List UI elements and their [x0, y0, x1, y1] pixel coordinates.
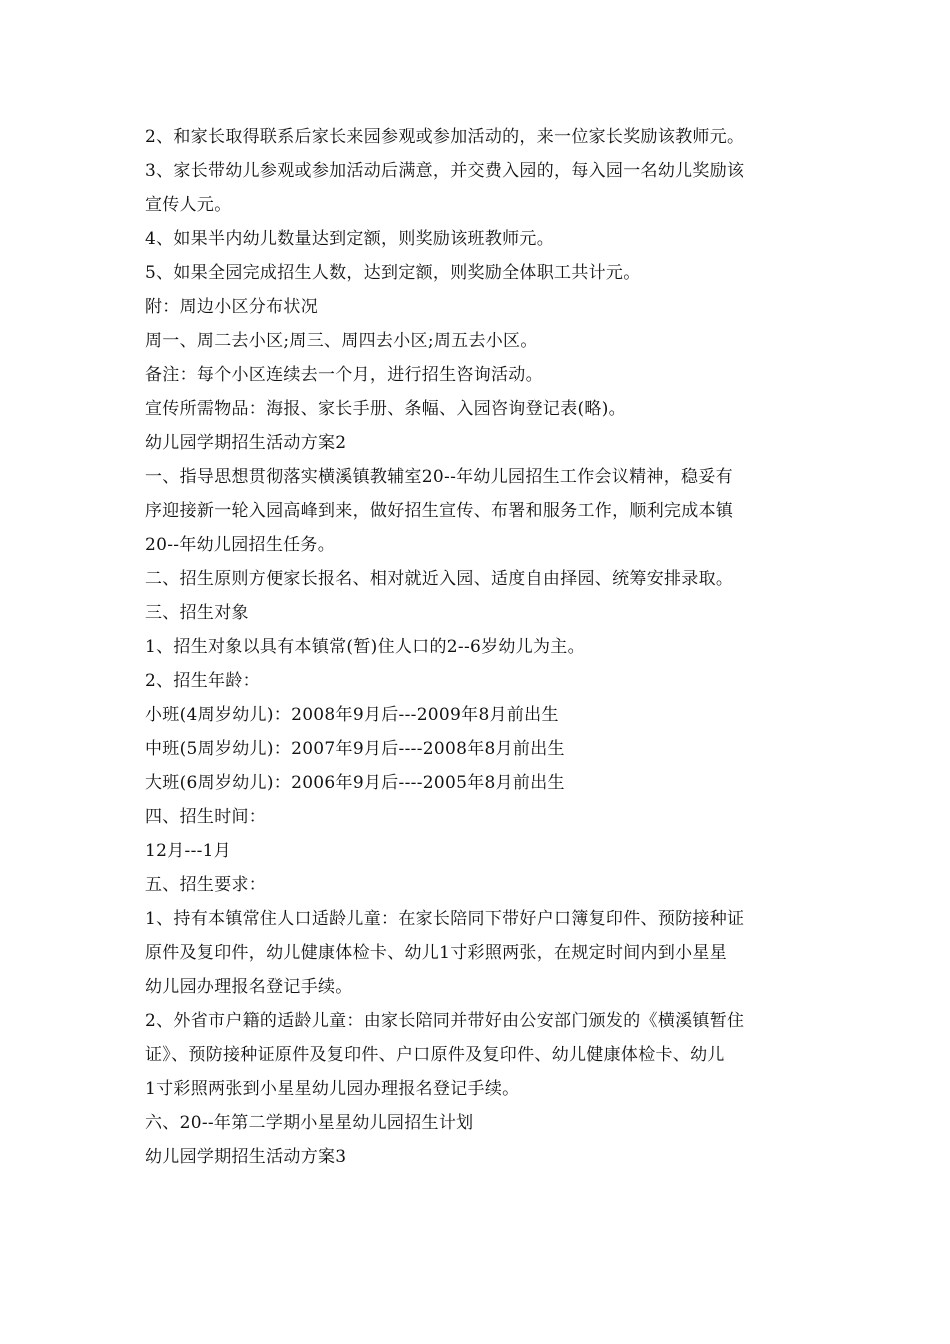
text-line: 六、20--年第二学期小星星幼儿园招生计划: [145, 1113, 474, 1133]
text-line: 序迎接新一轮入园高峰到来，做好招生宣传、布署和服务工作，顺利完成本镇: [145, 501, 734, 521]
text-line: 宣传所需物品：海报、家长手册、条幅、入园咨询登记表(略)。: [145, 399, 626, 419]
text-line: 幼儿园办理报名登记手续。: [145, 977, 353, 997]
text-line: 附：周边小区分布状况: [145, 297, 318, 317]
text-line: 3、家长带幼儿参观或参加活动后满意，并交费入园的，每入园一名幼儿奖励该: [145, 161, 745, 181]
text-line: 2、和家长取得联系后家长来园参观或参加活动的，来一位家长奖励该教师元。: [145, 127, 745, 147]
text-line: 1、招生对象以具有本镇常(暂)住人口的2--6岁幼儿为主。: [145, 637, 585, 657]
text-line: 证》、预防接种证原件及复印件、户口原件及复印件、幼儿健康体检卡、幼儿: [145, 1045, 725, 1065]
text-line: 1寸彩照两张到小星星幼儿园办理报名登记手续。: [145, 1079, 520, 1099]
text-line: 四、招生时间：: [145, 807, 267, 827]
text-line: 备注：每个小区连续去一个月，进行招生咨询活动。: [145, 365, 543, 385]
text-line: 2、招生年龄：: [145, 671, 260, 691]
text-line: 小班(4周岁幼儿)：2008年9月后---2009年8月前出生: [145, 705, 559, 725]
text-line: 周一、周二去小区;周三、周四去小区;周五去小区。: [145, 331, 538, 351]
text-line: 1、持有本镇常住人口适龄儿童：在家长陪同下带好户口簿复印件、预防接种证: [145, 909, 745, 929]
text-line: 2、外省市户籍的适龄儿童：由家长陪同并带好由公安部门颁发的《横溪镇暂住: [145, 1011, 745, 1031]
text-line: 5、如果全园完成招生人数，达到定额，则奖励全体职工共计元。: [145, 263, 641, 283]
text-line: 20--年幼儿园招生任务。: [145, 535, 336, 555]
section-heading: 幼儿园学期招生活动方案3: [145, 1147, 347, 1167]
text-line: 一、指导思想贯彻落实横溪镇教辅室20--年幼儿园招生工作会议精神，稳妥有: [145, 467, 733, 487]
text-line: 中班(5周岁幼儿)：2007年9月后----2008年8月前出生: [145, 739, 565, 759]
text-line: 二、招生原则方便家长报名、相对就近入园、适度自由择园、统筹安排录取。: [145, 569, 734, 589]
text-line: 4、如果半内幼儿数量达到定额，则奖励该班教师元。: [145, 229, 555, 249]
text-line: 12月---1月: [145, 841, 232, 861]
document-body: [145, 120, 810, 1174]
text-line: 宣传人元。: [145, 195, 232, 215]
section-heading: 幼儿园学期招生活动方案2: [145, 433, 347, 453]
text-line: 五、招生要求：: [145, 875, 267, 895]
text-line: 原件及复印件，幼儿健康体检卡、幼儿1寸彩照两张，在规定时间内到小星星: [145, 943, 728, 963]
text-line: 大班(6周岁幼儿)：2006年9月后----2005年8月前出生: [145, 773, 565, 793]
text-line: 三、招生对象: [145, 603, 249, 623]
